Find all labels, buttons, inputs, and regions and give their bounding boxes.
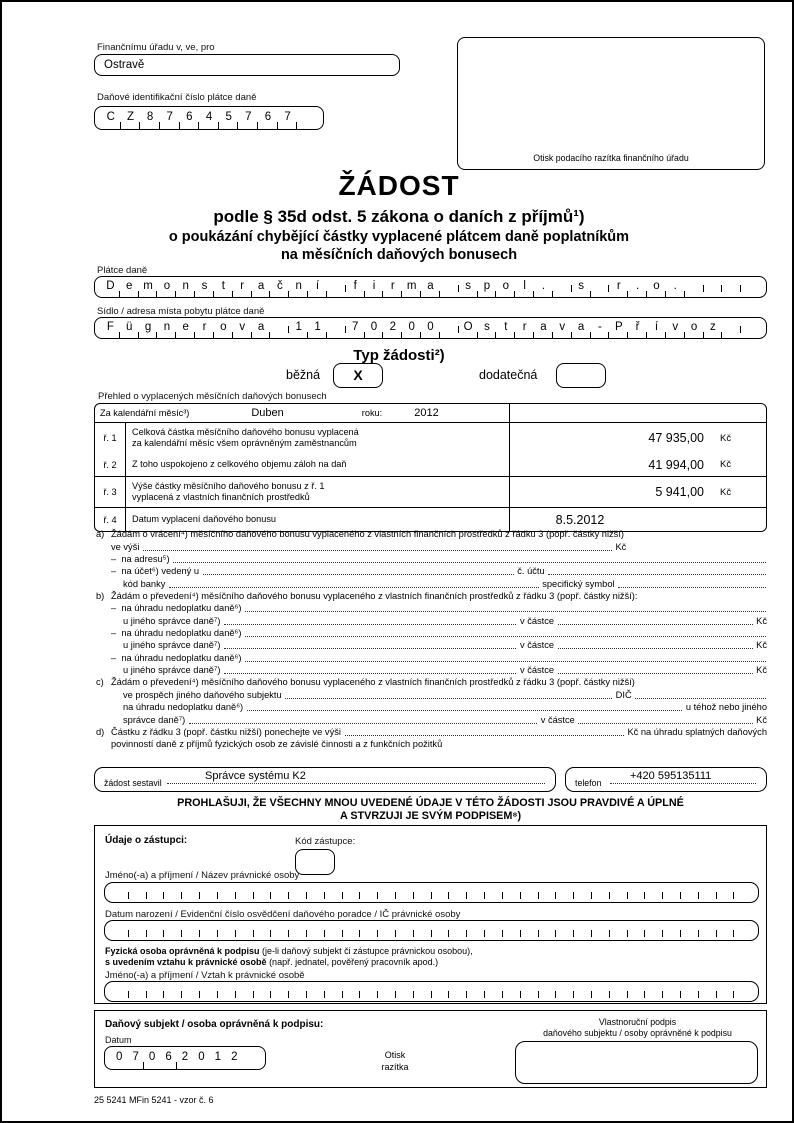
comb-cell: 0	[365, 322, 384, 334]
title-block	[2, 170, 794, 263]
dotted-fill-in-field[interactable]	[224, 673, 516, 674]
comb-cell: 0	[148, 1051, 156, 1064]
request-line	[96, 664, 767, 676]
comb-cell: m	[139, 281, 158, 293]
request-line	[96, 701, 767, 713]
comb-cell: 6	[258, 112, 278, 124]
dotted-fill-in-field[interactable]	[173, 562, 766, 563]
comb-cell: 0	[421, 322, 440, 334]
declaration-line-1: PROHLAŠUJI, ŽE VŠECHNY MNOU UVEDENÉ ÚDAJE V TÉTO ŽÁDOSTI JSOU PRAVDIVÉ A ÚPLNÉ	[177, 797, 684, 809]
payer-name-field[interactable]	[94, 276, 767, 298]
dotted-fill-in-field[interactable]	[224, 624, 516, 625]
comb-cell: 1	[214, 1051, 222, 1064]
request-line-text: – na účet⁶) vedený u	[111, 566, 202, 577]
request-line-text: Žádám o převedení⁴) měsíčního daňového bonusu vyplaceného z vlastních finančních prostředků z řádku 3 (popř. částky nižší)	[111, 677, 635, 688]
row-unit: Kč	[720, 459, 732, 470]
dotted-fill-in-field[interactable]	[345, 735, 624, 736]
request-line	[96, 540, 767, 552]
request-line-text: na úhradu nedoplatku daně⁶)	[123, 702, 246, 713]
comb-cell: a	[572, 322, 591, 334]
comb-cell: a	[421, 281, 440, 293]
comb-cell: a	[534, 322, 553, 334]
table-row	[95, 453, 766, 476]
prepared-by-label: žádost sestavil	[104, 778, 162, 788]
comb-cell: v	[233, 322, 252, 334]
request-line-text: u jiného správce daně⁷)	[123, 615, 224, 626]
comb-cell: 1	[308, 322, 327, 334]
dotted-fill-in-field[interactable]	[203, 574, 514, 575]
phone-label: telefon	[575, 778, 602, 788]
comb-cell: ü	[120, 322, 139, 334]
request-line-text: – na úhradu nedoplatku daně⁶)	[111, 652, 245, 663]
signer-person-bold-2: s uvedením vztahu k právnické osobě	[105, 957, 267, 967]
comb-cell: v	[553, 322, 572, 334]
comb-cell: s	[195, 281, 214, 293]
row-amount[interactable]: 47 935,00	[648, 431, 704, 445]
request-line-text: Žádám o vrácení⁴) měsíčního daňového bonusu vyplaceného z vlastních finančních prostředků z řádku 3 (popř. částky nižší)	[111, 529, 625, 540]
dotted-fill-in-field[interactable]	[247, 710, 683, 711]
comb-cell: r	[195, 322, 214, 334]
row-desc: Celková částka měsíčního daňového bonusu vyplacená	[132, 426, 359, 437]
signer-person-note-1	[105, 946, 473, 956]
request-line	[96, 639, 767, 651]
request-line-text: v částce	[517, 665, 557, 676]
dotted-fill-in-field[interactable]	[285, 698, 612, 699]
row-desc: Z toho uspokojeno z celkového objemu záloh na daň	[132, 458, 347, 469]
comb-cell: g	[139, 322, 158, 334]
request-line	[96, 627, 767, 639]
prepared-by-dots	[167, 783, 545, 784]
comb-cell: z	[704, 322, 723, 334]
dotted-fill-in-field[interactable]	[558, 648, 753, 649]
request-line	[96, 553, 767, 565]
month-label: Za kalendářní měsíc³)	[100, 408, 190, 418]
comb-cell: 2	[231, 1051, 238, 1064]
payer-address-label: Sídlo / adresa místa pobytu plátce daně	[97, 306, 265, 317]
comb-cell: í	[647, 322, 666, 334]
dotted-fill-in-field[interactable]	[618, 587, 766, 588]
comb-cell: .	[628, 281, 647, 293]
comb-cell: f	[346, 281, 365, 293]
comb-cell: n	[157, 322, 176, 334]
comb-cell: r	[233, 281, 252, 293]
comb-cell: l	[515, 281, 534, 293]
request-line-marker: d)	[96, 726, 105, 737]
request-line-text: povinností daně z příjmů fyzických osob ze závislé činnosti a z funkčních požitků	[111, 739, 443, 750]
phone-dots	[610, 783, 756, 784]
month-value[interactable]: Duben	[251, 407, 284, 419]
representative-name-label: Jméno(-a) a příjmení / Název právnické osoby	[105, 870, 300, 881]
comb-cell: P	[609, 322, 628, 334]
comb-cell: 2	[181, 1051, 189, 1064]
form-subtitle-3: na měsíčních daňových bonusech	[280, 247, 518, 263]
dotted-fill-in-field[interactable]	[245, 636, 766, 637]
comb-cell: s	[572, 281, 591, 293]
prepared-by-field[interactable]	[94, 767, 556, 792]
request-type-additional-checkbox[interactable]	[556, 363, 606, 388]
request-line-text: u téhož nebo jiného	[683, 702, 767, 713]
signature-date-label: Datum	[105, 1035, 132, 1045]
request-line-text: kód banky	[123, 578, 168, 589]
row-number: ř. 2	[95, 453, 126, 476]
signer-person-note-2	[105, 957, 438, 967]
dotted-fill-in-field[interactable]	[548, 574, 766, 575]
comb-cell: a	[252, 281, 271, 293]
table-row	[95, 477, 766, 507]
request-line	[96, 528, 767, 540]
comb-cell: e	[120, 281, 139, 293]
request-line-marker: b)	[96, 591, 105, 602]
request-line-text: Žádám o převedení⁴) měsíčního daňového bonusu vyplaceného z vlastních finančních prostředků z řádku 3 (popř. částky nižší):	[111, 591, 638, 602]
comb-cell: r	[515, 322, 534, 334]
request-line-text: Kč	[753, 640, 767, 651]
representative-code-label: Kód zástupce:	[295, 836, 356, 847]
request-type-regular-checkbox[interactable]: X	[333, 363, 383, 388]
comb-cell: n	[289, 281, 308, 293]
dotted-fill-in-field[interactable]	[558, 624, 753, 625]
comb-cell: p	[478, 281, 497, 293]
comb-cell: 6	[160, 1052, 176, 1064]
comb-cell: s	[459, 281, 478, 293]
comb-cell: t	[496, 322, 515, 334]
comb-cell: 6	[180, 112, 200, 124]
comb-cell: 7	[346, 322, 365, 334]
comb-cell: č	[270, 281, 289, 293]
form-subtitle-1: podle § 35d odst. 5 zákona o daních z příjmů¹)	[213, 207, 585, 226]
stamp-imprint-label	[350, 1049, 440, 1073]
row-number: ř. 4	[95, 508, 126, 531]
stamp-imprint-line-2: razítka	[381, 1062, 409, 1073]
dotted-fill-in-field[interactable]	[245, 661, 766, 662]
dotted-fill-in-field[interactable]	[169, 587, 539, 588]
payer-address-field[interactable]	[94, 317, 767, 339]
dotted-fill-in-field[interactable]	[558, 673, 753, 674]
request-type-regular-label: běžná	[286, 368, 321, 382]
year-value[interactable]: 2012	[414, 407, 439, 419]
request-line-text: Kč na úhradu splatných daňových	[624, 726, 767, 737]
dotted-fill-in-field[interactable]	[224, 648, 516, 649]
representative-birth-label: Datum narození / Evidenční číslo osvědčení daňového poradce / IČ právnické osoby	[105, 909, 461, 920]
representative-relation-field[interactable]	[104, 981, 759, 1002]
request-line	[96, 602, 767, 614]
signature-title: Daňový subjekt / osoba oprávněná k podpisu:	[105, 1019, 324, 1030]
comb-cell: v	[666, 322, 685, 334]
signer-person-normal-2: (např. jednatel, pověřený pracovník apod.)	[266, 957, 439, 967]
comb-cell: 0	[198, 1051, 205, 1064]
table-group-2	[95, 477, 766, 508]
comb-cell: 0	[402, 322, 421, 334]
stamp-box[interactable]	[457, 37, 765, 170]
request-line-text: Kč	[612, 541, 627, 552]
comb-cell: C	[101, 112, 121, 124]
comb-cell: o	[496, 281, 515, 293]
phone-value: +420 595135111	[630, 770, 712, 782]
request-line-text: č. účtu	[514, 566, 548, 577]
request-line-text: Kč	[753, 615, 767, 626]
comb-cell: .	[666, 281, 685, 293]
comb-cell: 7	[278, 112, 298, 124]
comb-cell: e	[176, 322, 195, 334]
row-desc: za kalendářní měsíc všem oprávněným zaměstnancům	[132, 438, 357, 448]
representative-name-field[interactable]	[104, 882, 759, 903]
comb-cell: ř	[628, 322, 647, 334]
request-line-text: ve prospěch jiného daňového subjektu	[123, 689, 285, 700]
row-date[interactable]: 8.5.2012	[555, 512, 605, 527]
signer-person-bold-1: Fyzická osoba oprávněná k podpisu	[105, 946, 260, 956]
request-line-text: Částku z řádku 3 (popř. částku nižší) ponechejte ve výši	[111, 726, 344, 737]
comb-cell: 1	[289, 322, 308, 334]
payer-name-label: Plátce daně	[97, 265, 148, 276]
table-group-1	[95, 423, 766, 477]
request-line-text: – na úhradu nedoplatku daně⁶)	[111, 628, 245, 639]
comb-cell: 2	[383, 322, 402, 334]
comb-cell: D	[101, 281, 120, 293]
comb-cell: n	[176, 281, 195, 293]
spacer	[626, 552, 767, 553]
finance-office-field[interactable]	[94, 54, 400, 76]
tin-label: Daňové identifikační číslo plátce daně	[97, 92, 257, 103]
row-unit: Kč	[720, 432, 732, 444]
comb-cell: r	[609, 281, 628, 293]
comb-cell: 7	[238, 112, 258, 124]
tin-field[interactable]	[94, 106, 324, 130]
finance-office-value: Ostravě	[104, 59, 145, 71]
request-line	[96, 688, 767, 700]
comb-cell: 4	[199, 112, 219, 124]
summary-table	[94, 403, 767, 532]
declaration-line-2: A STVRZUJI JE SVÝM PODPISEM⁸)	[339, 810, 522, 822]
comb-cell: a	[252, 322, 271, 334]
handwritten-signature-field[interactable]	[515, 1041, 758, 1084]
comb-cell: i	[365, 281, 384, 293]
handwritten-signature-label	[515, 1017, 760, 1040]
comb-cell: r	[383, 281, 402, 293]
dotted-fill-in-field[interactable]	[143, 550, 612, 551]
request-line-text: u jiného správce daně⁷)	[123, 640, 224, 651]
request-section	[96, 528, 767, 750]
table-row	[95, 423, 766, 453]
request-line-text: u jiného správce daně⁷)	[123, 665, 224, 676]
row-desc: vyplacená z vlastních finančních prostředků	[132, 492, 310, 502]
comb-cell: o	[647, 281, 666, 293]
request-line-text: Kč	[753, 714, 767, 725]
request-line	[96, 651, 767, 663]
form-subtitle-2: o poukázání chybějící částky vyplacené plátcem daně poplatníkům	[168, 229, 630, 245]
request-line	[96, 577, 767, 589]
row-number: ř. 1	[95, 423, 126, 453]
request-line-text: v částce	[517, 615, 557, 626]
row-unit: Kč	[720, 486, 732, 498]
form-title: ŽÁDOST	[338, 170, 460, 201]
signature-section	[94, 1010, 767, 1088]
representative-relation-label: Jméno(-a) a příjmení / Vztah k právnické osobě	[105, 970, 305, 981]
representative-title: Údaje o zástupci:	[105, 835, 188, 846]
comb-cell: s	[478, 322, 497, 334]
request-line-text: Kč	[753, 665, 767, 676]
comb-cell: 5	[219, 112, 239, 124]
request-line	[96, 726, 767, 738]
representative-birth-field[interactable]	[104, 920, 759, 941]
request-line	[96, 614, 767, 626]
request-line	[96, 738, 767, 750]
dotted-fill-in-field[interactable]	[189, 723, 537, 724]
comb-cell: -	[591, 322, 610, 334]
comb-cell: 7	[127, 1052, 143, 1064]
dotted-fill-in-field[interactable]	[578, 723, 752, 724]
finance-office-label: Finančnímu úřadu v, ve, pro	[97, 42, 215, 53]
request-line-text: DIČ	[613, 689, 635, 700]
prepared-by-value: Správce systému K2	[205, 770, 306, 782]
summary-caption: Přehled o vyplacených měsíčních daňových bonusech	[98, 391, 327, 402]
request-line-text: – na adresu⁵)	[111, 554, 173, 565]
request-type-title: Typ žádosti²)	[353, 347, 445, 364]
handwritten-signature-label-2: daňového subjektu / osoby oprávněné k podpisu	[543, 1028, 732, 1039]
row-number: ř. 3	[95, 477, 126, 507]
request-line-text: specifický symbol	[539, 578, 618, 589]
handwritten-signature-label-1: Vlastnoruční podpis	[598, 1017, 677, 1027]
phone-field[interactable]	[565, 767, 767, 792]
comb-cell: t	[214, 281, 233, 293]
signer-person-normal-1: (je-li daňový subjekt či zástupce právnickou osobou),	[259, 946, 473, 956]
dotted-fill-in-field[interactable]	[245, 611, 766, 612]
summary-header-row	[95, 404, 766, 423]
row-amount[interactable]: 5 941,00	[655, 485, 704, 499]
row-desc: Datum vyplacení daňového bonusu	[132, 513, 277, 524]
comb-cell: o	[685, 322, 704, 334]
year-label: roku:	[361, 408, 383, 418]
comb-cell: .	[534, 281, 553, 293]
request-line-text: – na úhradu nedoplatku daně⁶)	[111, 603, 245, 614]
request-line-marker: a)	[96, 529, 105, 540]
representative-code-value	[296, 850, 334, 856]
request-line-text: v částce	[517, 640, 557, 651]
representative-code-field[interactable]	[295, 849, 335, 875]
request-line	[96, 590, 767, 602]
request-line-text: ve výši	[111, 541, 142, 552]
comb-cell: m	[402, 281, 421, 293]
request-line	[96, 713, 767, 725]
form-number-footer: 25 5241 MFin 5241 - vzor č. 6	[94, 1095, 214, 1105]
request-line-marker: c)	[96, 677, 104, 688]
request-type-additional-label: dodatečná	[479, 368, 538, 382]
row-amount[interactable]: 41 994,00	[648, 457, 704, 472]
request-line	[96, 676, 767, 688]
comb-cell: í	[308, 281, 327, 293]
comb-cell: o	[214, 322, 233, 334]
representative-section	[94, 825, 767, 1004]
request-line	[96, 565, 767, 577]
dotted-fill-in-field[interactable]	[635, 698, 766, 699]
comb-cell: F	[101, 322, 120, 334]
comb-cell: 0	[116, 1051, 123, 1064]
comb-cell: 8	[140, 112, 160, 124]
request-line-text: v částce	[538, 714, 578, 725]
stamp-box-label: Otisk podacího razítka finančního úřadu	[533, 153, 689, 163]
comb-cell: 7	[160, 112, 180, 124]
comb-cell: Z	[121, 112, 141, 124]
row-desc: Výše částky měsíčního daňového bonusu z ř. 1	[132, 480, 325, 491]
signature-date-field[interactable]	[104, 1046, 266, 1070]
stamp-imprint-line-1: Otisk	[384, 1050, 406, 1060]
comb-cell: O	[459, 322, 478, 334]
request-line-text: správce daně⁷)	[123, 714, 188, 725]
comb-cell: o	[157, 281, 176, 293]
